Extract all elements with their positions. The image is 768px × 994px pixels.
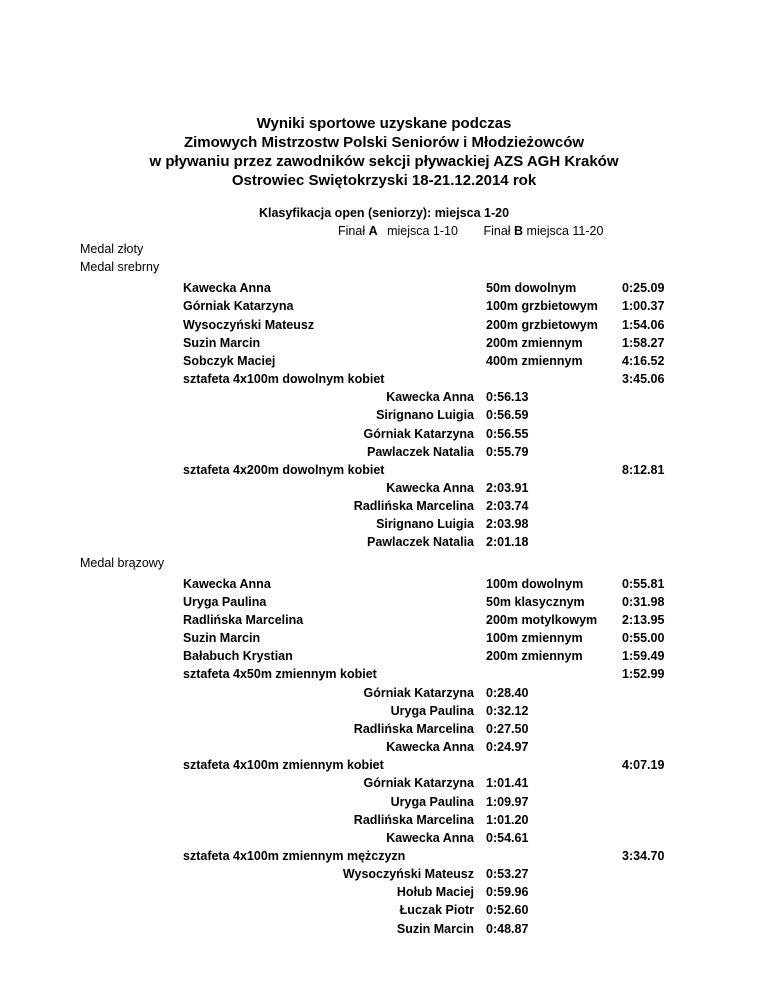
bronze-athlete-name: Kawecka Anna bbox=[183, 576, 271, 591]
silver-relay-leg-name: Sirignano Luigia bbox=[376, 517, 474, 532]
silver-event: 200m zmiennym bbox=[486, 335, 583, 350]
silver-event: 100m grzbietowym bbox=[486, 299, 598, 314]
bronze-event: 100m zmiennym bbox=[486, 631, 583, 646]
bronze-relay-leg-name: Uryga Paulina bbox=[390, 703, 474, 718]
silver-relay-leg-name: Górniak Katarzyna bbox=[363, 426, 474, 441]
document-title bbox=[0, 114, 768, 190]
bronze-relay-leg-name: Górniak Katarzyna bbox=[363, 685, 474, 700]
bronze-relay-leg-name: Górniak Katarzyna bbox=[363, 776, 474, 791]
bronze-relay-leg-time: 0:27.50 bbox=[486, 721, 529, 736]
silver-athlete-name: Górniak Katarzyna bbox=[183, 299, 294, 314]
bronze-relay-name: sztafeta 4x50m zmiennym kobiet bbox=[183, 667, 377, 682]
bronze-time: 2:13.95 bbox=[622, 613, 665, 627]
silver-relay-leg-time: 0:56.13 bbox=[486, 390, 529, 405]
silver-relay-leg-name: Kawecka Anna bbox=[386, 390, 474, 405]
bronze-relay-leg-time: 0:28.40 bbox=[486, 685, 529, 700]
bronze-athlete-name: Uryga Paulina bbox=[183, 594, 267, 609]
silver-time: 1:00.37 bbox=[622, 299, 665, 314]
bronze-relay-leg-time: 1:09.97 bbox=[486, 794, 529, 809]
bronze-event: 50m klasycznym bbox=[486, 594, 585, 609]
bronze-relay-leg-time: 1:01.41 bbox=[486, 776, 529, 791]
bronze-time: 0:55.00 bbox=[622, 631, 665, 646]
bronze-event: 200m motylkowym bbox=[486, 613, 598, 627]
bronze-relay-leg-name: Suzin Marcin bbox=[396, 921, 474, 936]
title-line-1: Wyniki sportowe uzyskane podczas bbox=[256, 115, 512, 132]
silver-athlete-name: Wysoczyński Mateusz bbox=[183, 317, 315, 332]
silver-relay-time: 3:45.06 bbox=[622, 372, 665, 387]
silver-relay-leg-name: Pawlaczek Natalia bbox=[366, 535, 474, 550]
bronze-relay-leg-time: 0:32.12 bbox=[486, 703, 529, 718]
bronze-relay-time: 4:07.19 bbox=[622, 758, 665, 773]
bronze-relay-leg-time: 0:59.96 bbox=[486, 885, 529, 900]
bronze-relay-leg-name: Kawecka Anna bbox=[386, 830, 474, 845]
silver-relay-leg-time: 2:03.98 bbox=[486, 517, 529, 532]
bronze-athlete-name: Bałabuch Krystian bbox=[183, 649, 293, 664]
final-a-prefix: Finał bbox=[338, 224, 366, 238]
silver-relay-leg-time: 0:56.55 bbox=[486, 426, 529, 441]
title-line-2: Zimowych Mistrzostw Polski Seniorów i Młodzieżowców bbox=[183, 134, 585, 151]
silver-athlete-name: Kawecka Anna bbox=[183, 281, 271, 296]
bronze-athlete-name: Suzin Marcin bbox=[183, 631, 261, 646]
silver-relay-leg-name: Pawlaczek Natalia bbox=[366, 444, 474, 459]
bronze-relay-leg-name: Wysoczyński Mateusz bbox=[342, 867, 474, 882]
silver-time: 4:16.52 bbox=[622, 353, 665, 368]
silver-event: 400m zmiennym bbox=[486, 353, 583, 368]
silver-athlete-name: Suzin Marcin bbox=[183, 335, 261, 350]
bronze-relay-name: sztafeta 4x100m zmiennym mężczyzn bbox=[183, 848, 406, 863]
silver-relay-leg-time: 2:03.91 bbox=[486, 480, 529, 495]
bronze-relay-time: 3:34.70 bbox=[622, 848, 665, 863]
bronze-event: 200m zmiennym bbox=[486, 649, 583, 664]
silver-time: 1:58.27 bbox=[622, 335, 665, 350]
title-line-3: w pływaniu przez zawodników sekcji pływackiej AZS AGH Kraków bbox=[149, 153, 619, 170]
silver-relay-time: 8:12.81 bbox=[622, 462, 665, 477]
bronze-time: 0:31.98 bbox=[622, 594, 665, 609]
bronze-relay-leg-time: 0:53.27 bbox=[486, 867, 529, 882]
silver-time: 1:54.06 bbox=[622, 317, 665, 332]
silver-relay-name: sztafeta 4x200m dowolnym kobiet bbox=[183, 462, 385, 477]
final-a-letter: A bbox=[368, 224, 378, 238]
section-gold: Medal złoty bbox=[80, 242, 144, 256]
silver-event: 50m dowolnym bbox=[486, 281, 577, 296]
silver-athlete-name: Sobczyk Maciej bbox=[183, 353, 276, 368]
final-b-letter: B bbox=[514, 224, 524, 238]
silver-relay-leg-name: Radlińska Marcelina bbox=[353, 499, 474, 514]
bronze-time: 0:55.81 bbox=[622, 576, 665, 591]
silver-relay-leg-time: 2:01.18 bbox=[486, 535, 529, 550]
bronze-athlete-name: Radlińska Marcelina bbox=[183, 613, 304, 627]
section-silver: Medal srebrny bbox=[80, 260, 160, 275]
silver-relay-leg-name: Kawecka Anna bbox=[386, 480, 474, 495]
bronze-event: 100m dowolnym bbox=[486, 576, 584, 591]
title-line-4: Ostrowiec Swiętokrzyski 18-21.12.2014 rok bbox=[231, 172, 537, 189]
silver-relay-leg-time: 0:55.79 bbox=[486, 444, 529, 459]
bronze-relay-leg-name: Radlińska Marcelina bbox=[353, 721, 474, 736]
bronze-relay-leg-name: Uryga Paulina bbox=[390, 794, 474, 809]
bronze-relay-leg-name: Radlińska Marcelina bbox=[353, 812, 474, 827]
section-bronze: Medal brązowy bbox=[80, 555, 165, 570]
bronze-relay-leg-time: 0:54.61 bbox=[486, 830, 529, 845]
bronze-relay-time: 1:52.99 bbox=[622, 667, 665, 682]
bronze-relay-leg-name: Hołub Maciej bbox=[396, 885, 474, 900]
bronze-time: 1:59.49 bbox=[622, 649, 665, 664]
bronze-relay-name: sztafeta 4x100m zmiennym kobiet bbox=[183, 758, 384, 773]
silver-relay-leg-name: Sirignano Luigia bbox=[376, 408, 474, 423]
silver-relay-leg-time: 0:56.59 bbox=[486, 408, 529, 423]
silver-relay-name: sztafeta 4x100m dowolnym kobiet bbox=[183, 372, 385, 387]
final-b-range: miejsca 11-20 bbox=[526, 224, 604, 238]
finals-legend bbox=[338, 224, 603, 238]
bronze-relay-leg-time: 1:01.20 bbox=[486, 812, 529, 827]
bronze-relay-leg-time: 0:24.97 bbox=[486, 740, 529, 755]
silver-event: 200m grzbietowym bbox=[486, 317, 598, 332]
silver-relay-leg-time: 2:03.74 bbox=[486, 499, 529, 514]
final-a-range: miejsca 1-10 bbox=[387, 224, 458, 238]
bronze-relay-leg-time: 0:52.60 bbox=[486, 903, 529, 918]
bronze-relay-leg-time: 0:48.87 bbox=[486, 921, 529, 936]
bronze-relay-leg-name: Łuczak Piotr bbox=[399, 903, 474, 918]
classification-heading: Klasyfikacja open (seniorzy): miejsca 1-20 bbox=[258, 206, 510, 220]
silver-time: 0:25.09 bbox=[622, 281, 665, 296]
final-b-prefix: Finał bbox=[483, 224, 511, 238]
bronze-relay-leg-name: Kawecka Anna bbox=[386, 740, 474, 755]
